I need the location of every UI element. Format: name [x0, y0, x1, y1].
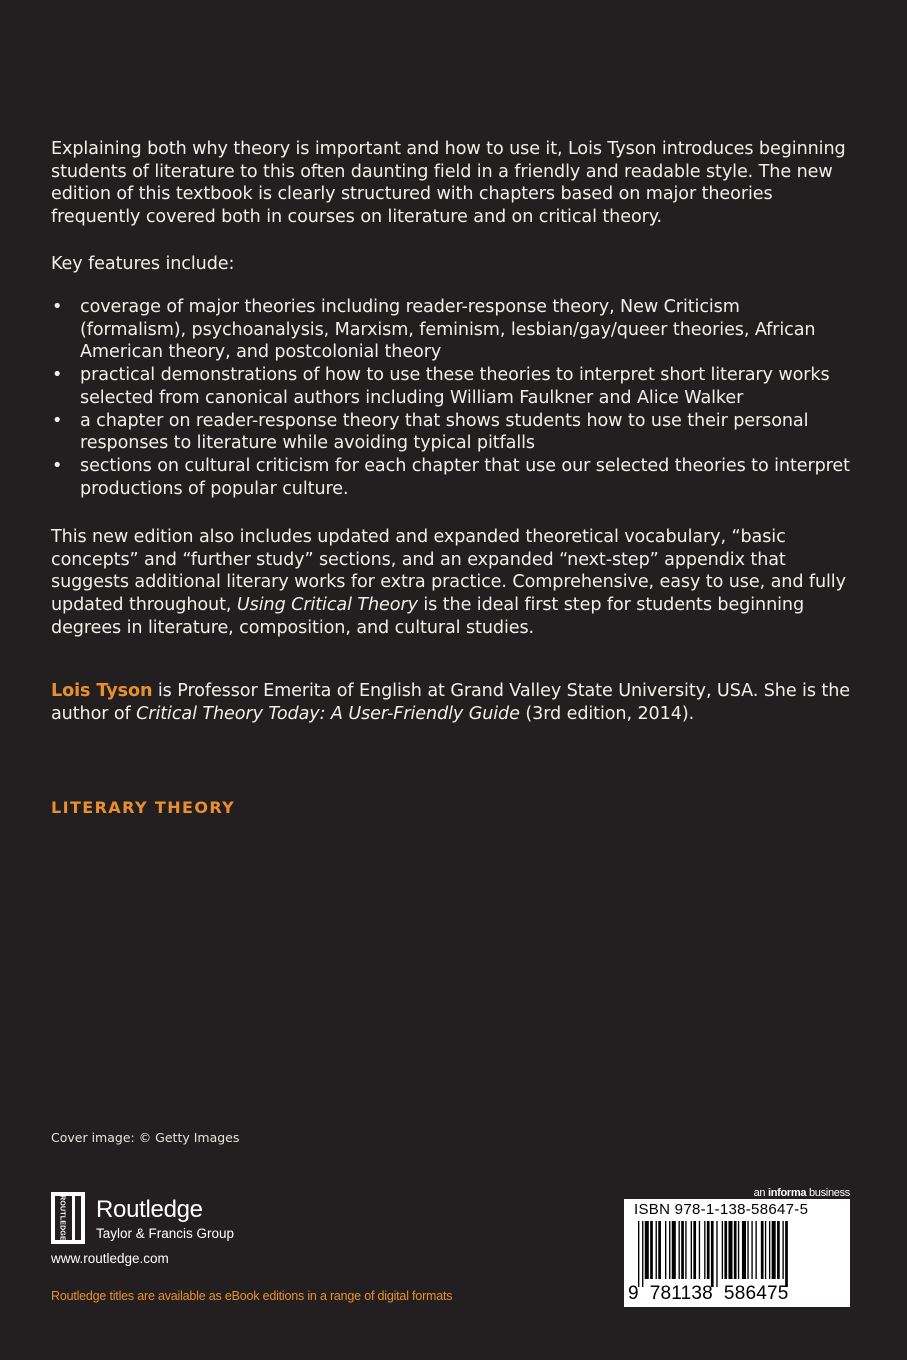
- publisher-name: Routledge: [96, 1196, 203, 1223]
- barcode-right-group: 586475: [723, 1283, 789, 1304]
- intro-text: Explaining both why theory is important and how to use it, Lois Tyson introduces beginning students of literature to this often daunting field in a friendly and readable style. The new edition of this textbook is clearly structured with chapters based on major theories frequently covered both in courses on literature and on critical theory.: [51, 139, 846, 228]
- list-item: • practical demonstrations of how to use these theories to interpret short literary works selected from canonical authors including William Faulkner and Alice Walker: [51, 364, 851, 409]
- category-label: LITERARY THEORY: [51, 798, 236, 817]
- publisher-group: Taylor & Francis Group: [96, 1226, 235, 1241]
- barcode-left-group: 781138: [649, 1283, 713, 1304]
- list-item: • sections on cultural criticism for each chapter that use our selected theories to interpret productions of popular culture.: [51, 455, 851, 500]
- informa-brand: informa: [767, 1187, 807, 1199]
- bio-text: is Professor Emerita of English at Grand Valley State University, USA. She is the author of: [51, 681, 850, 724]
- ebook-note: Routledge titles are available as eBook editions in a range of digital formats: [51, 1289, 453, 1303]
- bio-text-end: (3rd edition, 2014).: [519, 703, 695, 724]
- intro-paragraph: [51, 138, 851, 229]
- informa-prefix: an: [753, 1187, 768, 1199]
- edition-text: This new edition also includes updated and expanded theoretical vocabulary, “basic concepts” and “further study” sections, and an expanded “next-step” appendix that suggests additional literary works for extra practice. Comprehensive, easy to use, and fully updated throughout,: [51, 527, 846, 616]
- features-list: [51, 296, 851, 500]
- other-book-title: Critical Theory Today: A User-Friendly Guide: [136, 703, 520, 724]
- edition-text-end: is the ideal first step for students beginning degrees in literature, composition, and cultural studies.: [51, 595, 805, 638]
- key-features-label: Key features include:: [51, 254, 235, 274]
- publisher-website: www.routledge.com: [51, 1251, 169, 1266]
- list-item: • coverage of major theories including reader-response theory, New Criticism (formalism), psychoanalysis, Marxism, feminism, lesbian/gay/queer theories, African American theory, and postcolonial theory: [51, 296, 851, 364]
- barcode-first-digit: 9: [628, 1283, 639, 1304]
- author-bio: [51, 680, 851, 725]
- cover-credit: Cover image: © Getty Images: [51, 1130, 240, 1145]
- barcode-box: [624, 1199, 850, 1307]
- author-name: Lois Tyson: [51, 681, 153, 701]
- barcode-digits: [628, 1283, 846, 1305]
- isbn-label: ISBN 978-1-138-58647-5: [634, 1201, 809, 1218]
- routledge-logo-letters: ROUTLEDGE: [58, 1195, 66, 1241]
- edition-paragraph: [51, 526, 851, 640]
- routledge-logo-icon: [51, 1192, 85, 1244]
- list-item: • a chapter on reader-response theory that shows students how to use their personal responses to literature while avoiding typical pitfalls: [51, 410, 851, 455]
- informa-suffix: business: [806, 1187, 850, 1199]
- informa-business-line: [754, 1187, 850, 1199]
- book-title: Using Critical Theory: [236, 595, 418, 616]
- barcode-bars-icon: [638, 1221, 838, 1287]
